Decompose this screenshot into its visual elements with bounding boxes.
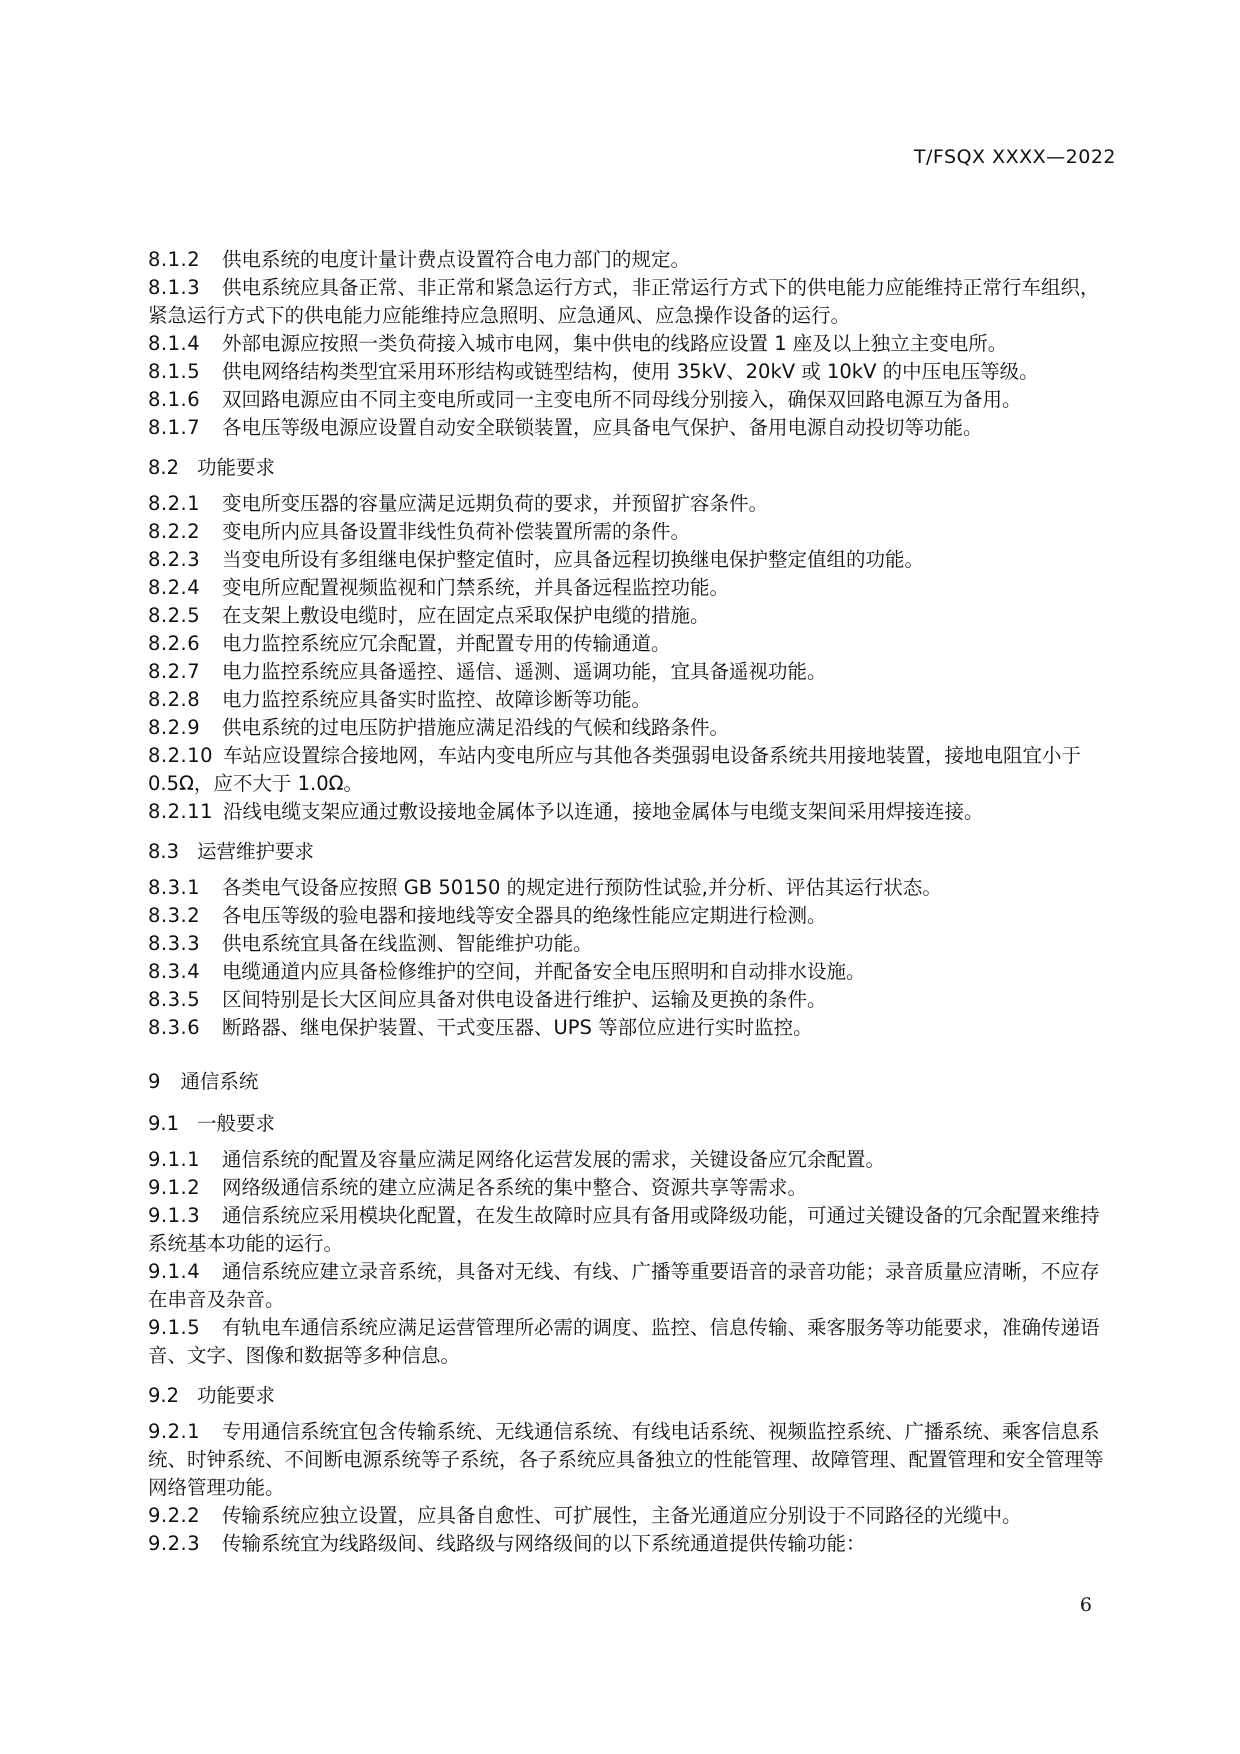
clause-number: 9.1.4 <box>148 1260 201 1283</box>
clause-number: 8.3.4 <box>148 960 201 983</box>
clause-text: 变电所应配置视频监视和门禁系统，并具备远程监控功能。 <box>222 576 730 599</box>
subsection-heading <box>148 1110 1118 1138</box>
clause-number: 8.3.3 <box>148 932 201 955</box>
clause-number: 9.2.1 <box>148 1420 201 1443</box>
clause-paragraph <box>148 1530 1118 1558</box>
clause-paragraph <box>148 1174 1118 1202</box>
document-code: T/FSQX XXXX—2022 <box>913 146 1116 168</box>
clause-number: 9.1.2 <box>148 1176 201 1199</box>
clause-number: 8.2.8 <box>148 688 201 711</box>
clause-text: 供电系统应具备正常、非正常和紧急运行方式，非正常运行方式下的供电能力应能维持正常行车组织，紧急运行方式下的供电能力应能维持应急照明、应急通风、应急操作设备的运行。 <box>148 276 1100 327</box>
clause-number: 8.2.6 <box>148 632 201 655</box>
clause-text: 通信系统的配置及容量应满足网络化运营发展的需求，关键设备应冗余配置。 <box>222 1148 886 1171</box>
clause-number: 8.2.2 <box>148 520 201 543</box>
clause-text: 车站应设置综合接地网，车站内变电所应与其他各类强弱电设备系统共用接地装置，接地电阻宜小于 0.5Ω，应不大于 1.0Ω。 <box>148 744 1082 795</box>
clause-text: 功能要求 <box>197 1384 276 1407</box>
clause-number: 8.1.4 <box>148 332 201 355</box>
clause-text: 电力监控系统应冗余配置，并配置专用的传输通道。 <box>222 632 671 655</box>
clause-text: 通信系统 <box>180 1070 259 1093</box>
clause-number: 8.2.9 <box>148 716 201 739</box>
clause-paragraph <box>148 1014 1118 1042</box>
clause-paragraph <box>148 986 1118 1014</box>
clause-number: 8.3.2 <box>148 904 201 927</box>
clause-number: 8.2.11 <box>148 800 214 823</box>
clause-paragraph <box>148 658 1118 686</box>
clause-text: 变电所内应具备设置非线性负荷补偿装置所需的条件。 <box>222 520 691 543</box>
clause-text: 通信系统应建立录音系统，具备对无线、有线、广播等重要语音的录音功能；录音质量应清晰，不应存在串音及杂音。 <box>148 1260 1100 1311</box>
clause-text: 电缆通道内应具备检修维护的空间，并配备安全电压照明和自动排水设施。 <box>222 960 866 983</box>
clause-number: 8.1.6 <box>148 388 201 411</box>
clause-text: 供电网络结构类型宜采用环形结构或链型结构，使用 35kV、20kV 或 10kV 的中压电压等级。 <box>222 360 1039 383</box>
clause-text: 各类电气设备应按照 GB 50150 的规定进行预防性试验,并分析、评估其运行状态。 <box>222 876 942 899</box>
clause-number: 9.2 <box>148 1384 180 1407</box>
clause-text: 电力监控系统应具备实时监控、故障诊断等功能。 <box>222 688 652 711</box>
clause-number: 9.1.1 <box>148 1148 201 1171</box>
clause-number: 8.1.5 <box>148 360 201 383</box>
clause-number: 9 <box>148 1070 161 1093</box>
clause-number: 8.1.2 <box>148 248 201 271</box>
clause-paragraph <box>148 386 1118 414</box>
clause-text: 供电系统的过电压防护措施应满足沿线的气候和线路条件。 <box>222 716 730 739</box>
clause-text: 供电系统宜具备在线监测、智能维护功能。 <box>222 932 593 955</box>
clause-number: 8.1.3 <box>148 276 201 299</box>
clause-paragraph <box>148 902 1118 930</box>
clause-paragraph <box>148 798 1118 826</box>
clause-text: 在支架上敷设电缆时，应在固定点采取保护电缆的措施。 <box>222 604 710 627</box>
clause-paragraph <box>148 1258 1118 1314</box>
clause-paragraph <box>148 518 1118 546</box>
clause-text: 各电压等级的验电器和接地线等安全器具的绝缘性能应定期进行检测。 <box>222 904 827 927</box>
clause-text: 外部电源应按照一类负荷接入城市电网，集中供电的线路应设置 1 座及以上独立主变电所。 <box>222 332 1008 355</box>
clause-number: 9.2.3 <box>148 1532 201 1555</box>
subsection-heading <box>148 454 1118 482</box>
clause-text: 当变电所设有多组继电保护整定值时，应具备远程切换继电保护整定值组的功能。 <box>222 548 925 571</box>
clause-text: 传输系统应独立设置，应具备自愈性、可扩展性，主备光通道应分别设于不同路径的光缆中。 <box>222 1504 1022 1527</box>
clause-paragraph <box>148 274 1118 330</box>
clause-number: 8.3.1 <box>148 876 201 899</box>
clause-paragraph <box>148 358 1118 386</box>
clause-paragraph <box>148 490 1118 518</box>
clause-number: 8.3 <box>148 840 180 863</box>
clause-text: 双回路电源应由不同主变电所或同一主变电所不同母线分别接入，确保双回路电源互为备用。 <box>222 388 1022 411</box>
section-heading <box>148 1068 1118 1096</box>
clause-paragraph <box>148 630 1118 658</box>
clause-paragraph <box>148 414 1118 442</box>
document-body <box>148 246 1118 1558</box>
clause-text: 有轨电车通信系统应满足运营管理所必需的调度、监控、信息传输、乘客服务等功能要求，准确传递语音、文字、图像和数据等多种信息。 <box>148 1316 1100 1367</box>
clause-text: 功能要求 <box>197 456 276 479</box>
clause-paragraph <box>148 1502 1118 1530</box>
clause-paragraph <box>148 330 1118 358</box>
clause-text: 各电压等级电源应设置自动安全联锁装置，应具备电气保护、备用电源自动投切等功能。 <box>222 416 983 439</box>
clause-number: 8.2 <box>148 456 180 479</box>
clause-number: 8.3.5 <box>148 988 201 1011</box>
clause-text: 区间特别是长大区间应具备对供电设备进行维护、运输及更换的条件。 <box>222 988 827 1011</box>
clause-number: 9.2.2 <box>148 1504 201 1527</box>
clause-paragraph <box>148 1202 1118 1258</box>
clause-number: 9.1.3 <box>148 1204 201 1227</box>
clause-number: 8.1.7 <box>148 416 201 439</box>
clause-text: 沿线电缆支架应通过敷设接地金属体予以连通，接地金属体与电缆支架间采用焊接连接。 <box>223 800 984 823</box>
clause-number: 8.2.4 <box>148 576 201 599</box>
clause-number: 8.2.5 <box>148 604 201 627</box>
clause-paragraph <box>148 546 1118 574</box>
clause-text: 传输系统宜为线路级间、线路级与网络级间的以下系统通道提供传输功能： <box>222 1532 866 1555</box>
clause-paragraph <box>148 874 1118 902</box>
clause-paragraph <box>148 958 1118 986</box>
clause-paragraph <box>148 930 1118 958</box>
clause-paragraph <box>148 742 1118 798</box>
clause-paragraph <box>148 246 1118 274</box>
clause-text: 网络级通信系统的建立应满足各系统的集中整合、资源共享等需求。 <box>222 1176 808 1199</box>
subsection-heading <box>148 838 1118 866</box>
clause-number: 8.2.3 <box>148 548 201 571</box>
clause-text: 供电系统的电度计量计费点设置符合电力部门的规定。 <box>222 248 691 271</box>
clause-paragraph <box>148 1418 1118 1502</box>
clause-number: 8.3.6 <box>148 1016 201 1039</box>
clause-paragraph <box>148 574 1118 602</box>
page-number: 6 <box>1079 1594 1092 1616</box>
clause-text: 一般要求 <box>197 1112 276 1135</box>
clause-paragraph <box>148 686 1118 714</box>
clause-text: 变电所变压器的容量应满足远期负荷的要求，并预留扩容条件。 <box>222 492 769 515</box>
clause-paragraph <box>148 1146 1118 1174</box>
clause-text: 专用通信系统宜包含传输系统、无线通信系统、有线电话系统、视频监控系统、广播系统、乘客信息系统、时钟系统、不间断电源系统等子系统，各子系统应具备独立的性能管理、故障管理、配置管理和安全管理等网络管理功能。 <box>148 1420 1104 1499</box>
clause-paragraph <box>148 1314 1118 1370</box>
clause-number: 8.2.7 <box>148 660 201 683</box>
clause-number: 9.1 <box>148 1112 180 1135</box>
clause-number: 8.2.10 <box>148 744 214 767</box>
subsection-heading <box>148 1382 1118 1410</box>
clause-number: 9.1.5 <box>148 1316 201 1339</box>
clause-text: 通信系统应采用模块化配置，在发生故障时应具有备用或降级功能，可通过关键设备的冗余配置来维持系统基本功能的运行。 <box>148 1204 1100 1255</box>
clause-text: 运营维护要求 <box>197 840 315 863</box>
clause-text: 断路器、继电保护装置、干式变压器、UPS 等部位应进行实时监控。 <box>222 1016 813 1039</box>
clause-number: 8.2.1 <box>148 492 201 515</box>
clause-text: 电力监控系统应具备遥控、遥信、遥测、遥调功能，宜具备遥视功能。 <box>222 660 827 683</box>
clause-paragraph <box>148 714 1118 742</box>
clause-paragraph <box>148 602 1118 630</box>
